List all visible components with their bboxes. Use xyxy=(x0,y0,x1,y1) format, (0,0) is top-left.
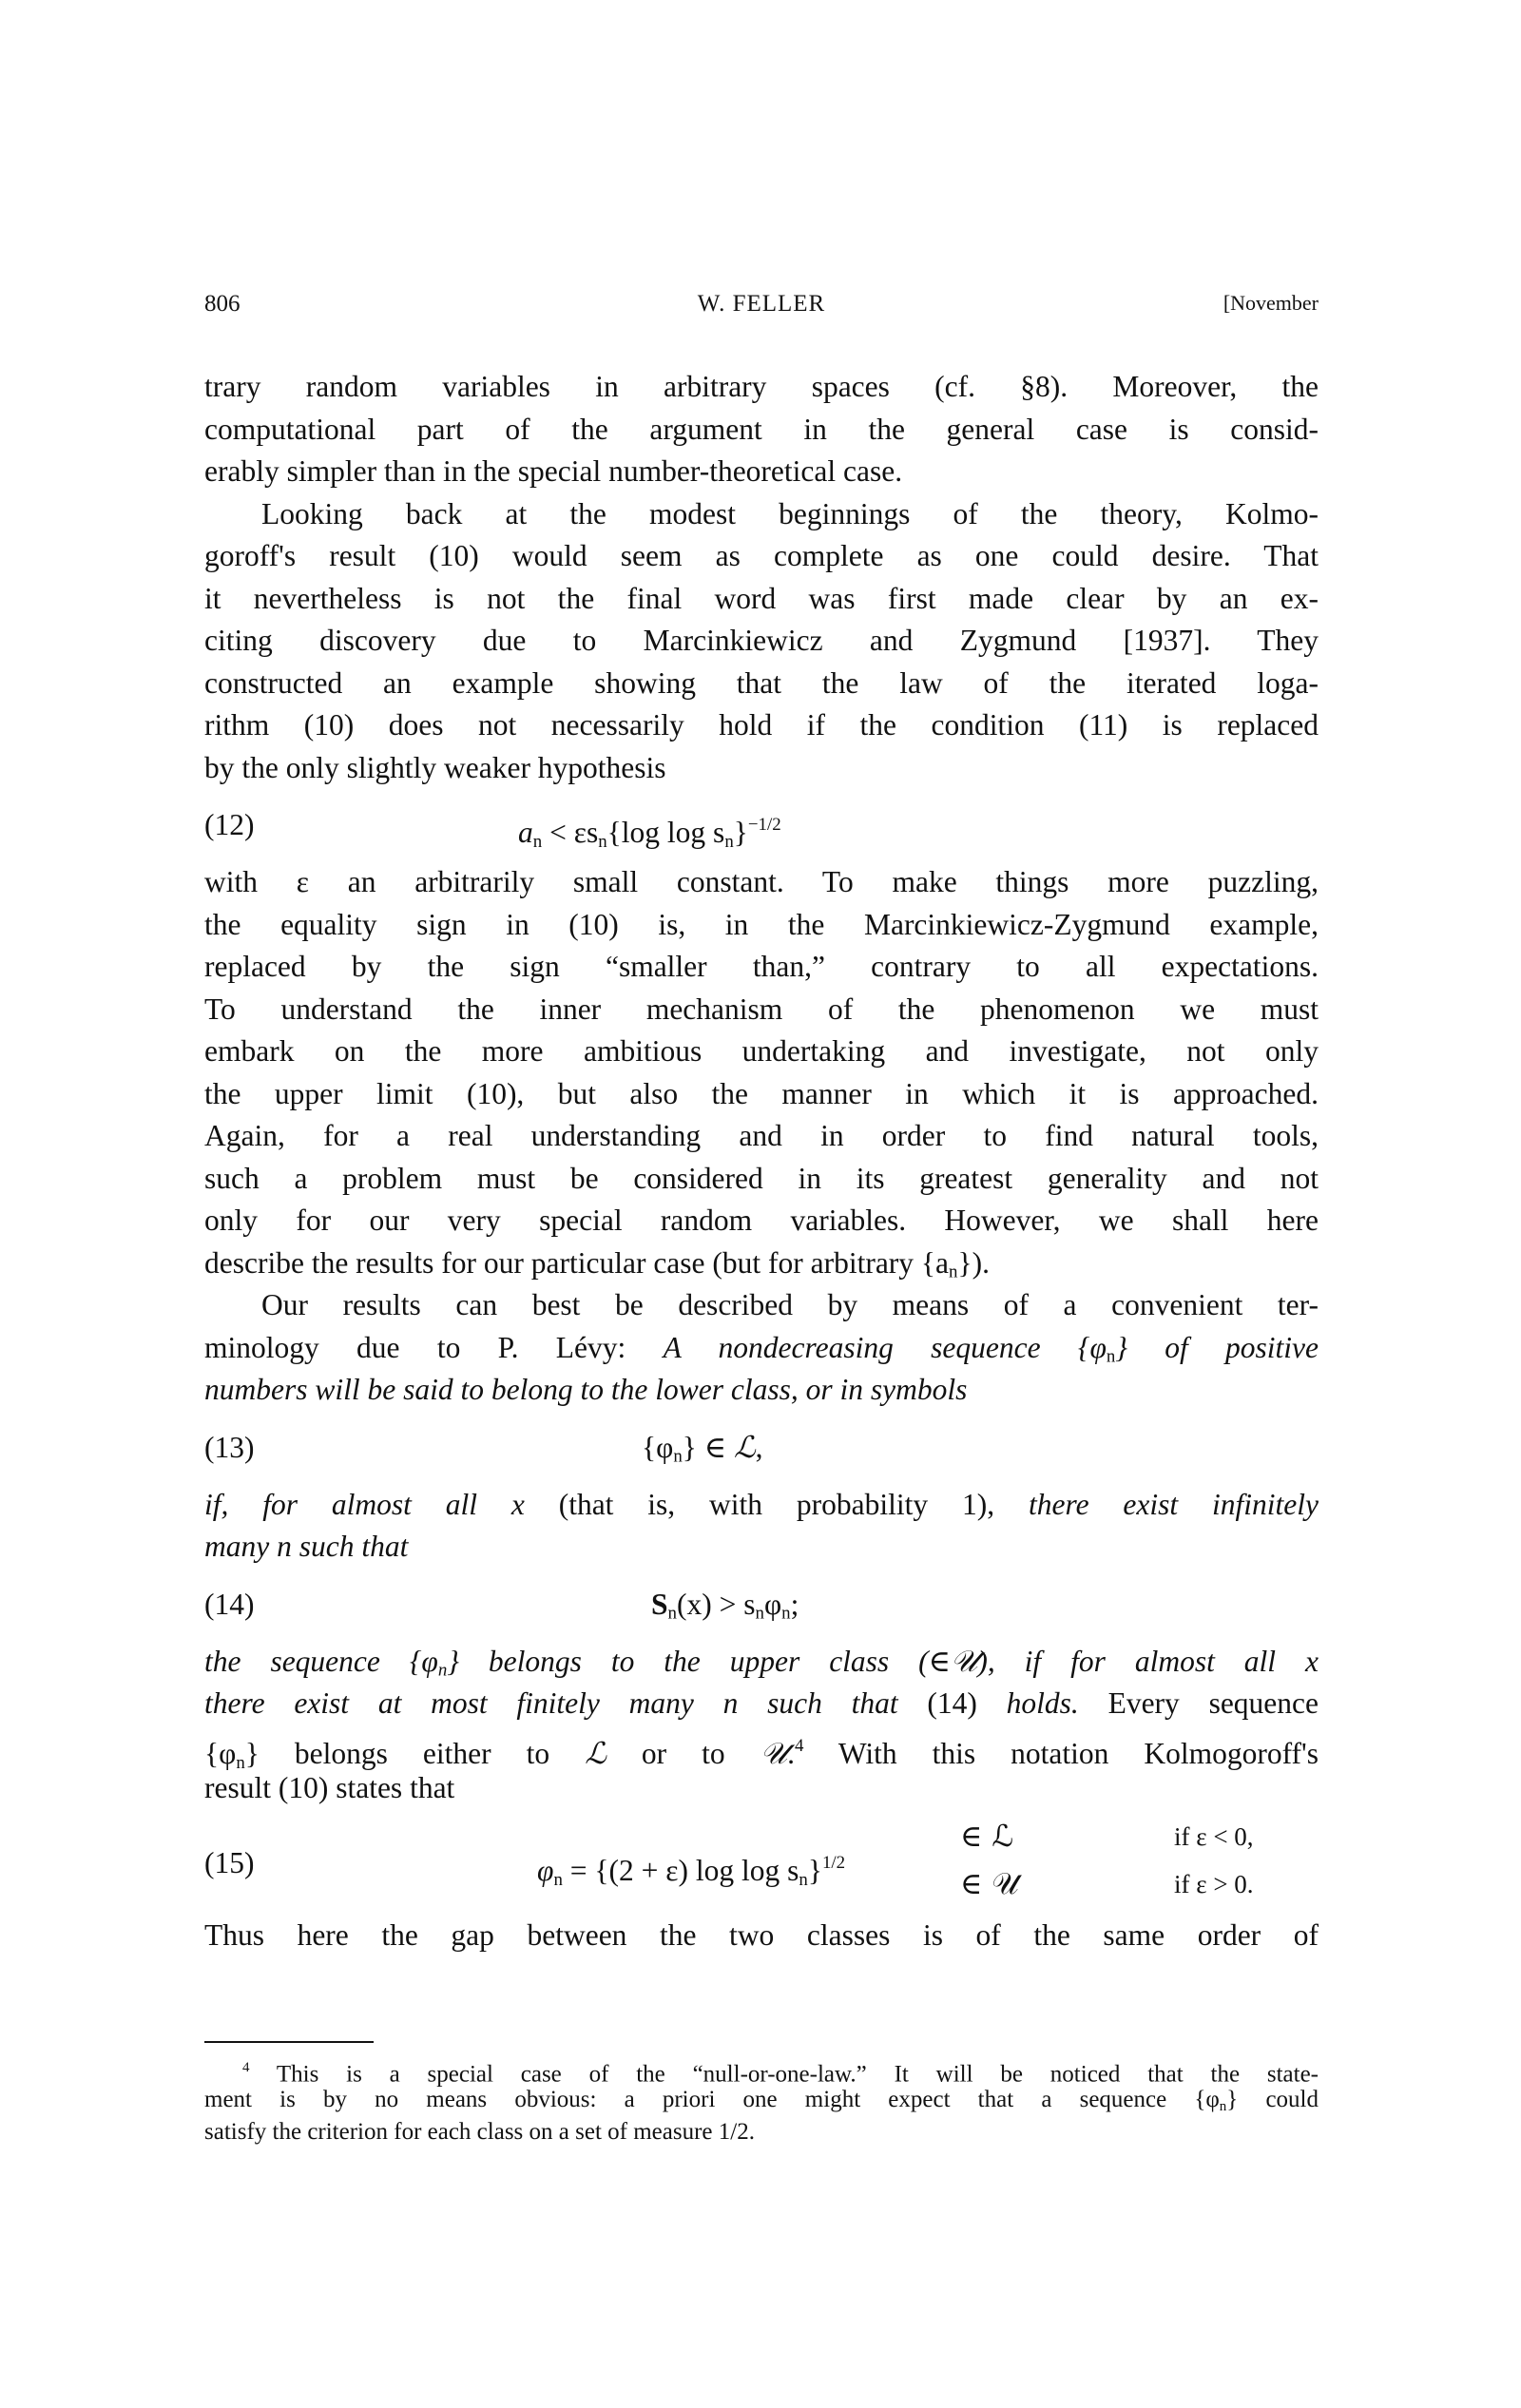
text-line: rithm (10) does not necessarily hold if the condition (11) is replaced xyxy=(204,708,1319,742)
case-lower-class: ∈ ℒ xyxy=(960,1819,1014,1854)
equation-12 xyxy=(204,789,1319,861)
text-line: Looking back at the modest beginnings of the theory, Kolmo- xyxy=(261,496,1319,530)
equation-number: (15) xyxy=(204,1845,255,1879)
equation-number: (12) xyxy=(204,808,255,841)
text-line: Thus here the gap between the two classes is of the same order of xyxy=(204,1917,1319,1952)
equation-expression: $a_n < \varepsilon s_n\{\log$ $\log s_n\}^{-1/2}$ xyxy=(518,815,781,852)
equation-expression: $\{\varphi_n\}$ ∈ ℒ, xyxy=(642,1430,763,1467)
equation-expression: $\varphi_n = \{(2 + \varepsilon)$ $\log \log s_n\}^{1/2}$ xyxy=(537,1852,846,1890)
text-line: $\{\varphi_n\}$ belongs either to ℒ or to 𝒰.$^4$ With this notation Kolmogoroff's xyxy=(204,1735,1319,1773)
running-header xyxy=(204,291,1319,321)
text-line: result (10) states that xyxy=(204,1771,455,1804)
footnote xyxy=(204,2052,1319,2148)
text-line: embark on the more ambitious undertaking and investigate, not only xyxy=(204,1034,1319,1068)
page-number: 806 xyxy=(204,291,241,317)
case-condition-positive: if ε > 0. xyxy=(1174,1869,1254,1898)
footnote-mark: 4 xyxy=(242,2060,250,2075)
running-head-issue: [November xyxy=(1223,291,1319,315)
running-head-author: W. FELLER xyxy=(697,291,826,317)
text-line: minology due to P. Lévy: A nondecreasing sequence $\{\varphi_n\}$ of positive xyxy=(204,1330,1319,1367)
equation-expression: $S_n(x) > s_n\varphi_n$; xyxy=(651,1587,799,1624)
footnote-line: $^4$ This is a special case of the “null-or-one-law.” It will be noticed that the state- xyxy=(242,2060,1319,2088)
text-line: the upper limit (10), but also the manner in which it is approached. xyxy=(204,1076,1319,1110)
text-line: there exist at most finitely many n such that (14) holds. Every sequence xyxy=(204,1686,1319,1720)
text-line: it nevertheless is not the final word was first made clear by an ex- xyxy=(204,581,1319,615)
text-line: the sequence $\{\varphi_n\}$ belongs to the upper class (∈𝒰), if for almost all x xyxy=(204,1644,1319,1681)
equation-number: (13) xyxy=(204,1430,255,1464)
text-line: trary random variables in arbitrary spaces (cf. §8). Moreover, the xyxy=(204,370,1319,403)
text-line: computational part of the argument in the general case is consid- xyxy=(204,412,1319,446)
text-line: replaced by the sign “smaller than,” contrary to all expectations. xyxy=(204,950,1319,983)
footnote-line: ment is by no means obvious: a priori one might expect that a sequence $\{\varphi_n\}$ could xyxy=(204,2087,1319,2114)
footnote-line: satisfy the criterion for each class on a set of measure 1/2. xyxy=(204,2119,755,2145)
footnote-rule xyxy=(204,2041,374,2043)
text-line: by the only slightly weaker hypothesis xyxy=(204,750,666,784)
text-line: many n such that xyxy=(204,1530,409,1563)
footnote-reference: 4 xyxy=(794,1735,804,1756)
body-text xyxy=(204,366,1319,1956)
text-line: numbers will be said to belong to the lower class, or in symbols xyxy=(204,1373,968,1406)
text-line: Again, for a real understanding and in order to find natural tools, xyxy=(204,1119,1319,1152)
text-line: with ε an arbitrarily small constant. To make things more puzzling, xyxy=(204,865,1319,898)
text-line: erably simpler than in the special number-theoretical case. xyxy=(204,454,903,488)
equation-13 xyxy=(204,1412,1319,1484)
text-line: the equality sign in (10) is, in the Marcinkiewicz-Zygmund example, xyxy=(204,907,1319,941)
text-line: constructed an example showing that the law of the iterated loga- xyxy=(204,665,1319,700)
case-upper-class: ∈ 𝒰 xyxy=(960,1866,1019,1901)
text-line: describe the results for our particular case (but for arbitrary $\{a_n\}$). xyxy=(204,1245,990,1282)
text-line: To understand the inner mechanism of the phenomenon we must xyxy=(204,992,1319,1026)
text-line: if, for almost all x (that is, with probability 1), there exist infinitely xyxy=(204,1487,1319,1521)
text-line: goroff's result (10) would seem as complete as one could desire. That xyxy=(204,539,1319,572)
case-condition-negative: if ε < 0, xyxy=(1174,1821,1254,1851)
text-line: only for our very special random variables. However, we shall here xyxy=(204,1204,1319,1237)
equation-14 xyxy=(204,1569,1319,1641)
equation-number: (14) xyxy=(204,1587,255,1621)
equation-15 xyxy=(204,1810,1319,1915)
text-line: Our results can best be described by means of a convenient ter- xyxy=(261,1288,1319,1321)
text-line: citing discovery due to Marcinkiewicz and Zygmund [1937]. They xyxy=(204,624,1319,657)
text-line: such a problem must be considered in its greatest generality and not xyxy=(204,1161,1319,1195)
